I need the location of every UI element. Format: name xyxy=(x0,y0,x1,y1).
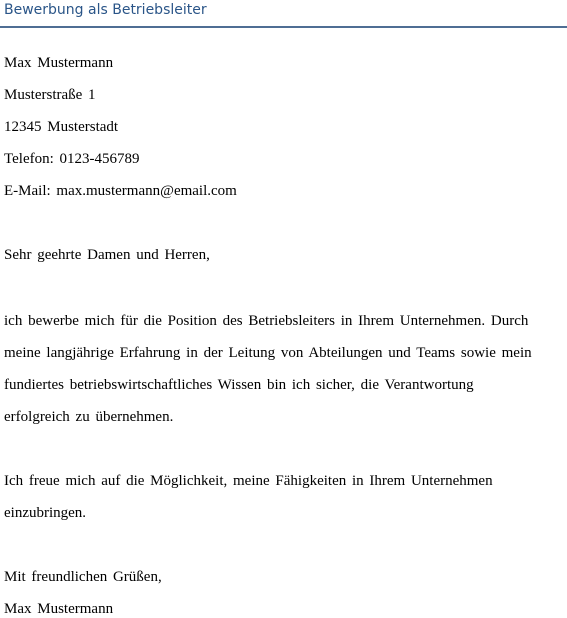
document-title: Bewerbung als Betriebsleiter xyxy=(4,2,207,18)
paragraph1-line: meine langjährige Erfahrung in der Leitung von Abteilungen und Teams sowie mein xyxy=(4,345,532,361)
closing: Mit freundlichen Grüßen, xyxy=(4,569,162,585)
sender-phone: Telefon: 0123-456789 xyxy=(4,151,140,167)
sender-email: E-Mail: max.mustermann@email.com xyxy=(4,183,237,199)
paragraph2-line: Ich freue mich auf die Möglichkeit, meine Fähigkeiten in Ihrem Unternehmen xyxy=(4,473,493,489)
title-divider xyxy=(0,26,567,28)
paragraph1-line: erfolgreich zu übernehmen. xyxy=(4,409,174,425)
sender-name: Max Mustermann xyxy=(4,55,114,71)
paragraph1-line: fundiertes betriebswirtschaftliches Wissen bin ich sicher, die Verantwortung xyxy=(4,377,474,393)
sender-city: 12345 Musterstadt xyxy=(4,119,119,135)
sender-street: Musterstraße 1 xyxy=(4,87,96,103)
paragraph1-line: ich bewerbe mich für die Position des Betriebsleiters in Ihrem Unternehmen. Durch xyxy=(4,313,529,329)
salutation: Sehr geehrte Damen und Herren, xyxy=(4,247,210,263)
signature: Max Mustermann xyxy=(4,601,114,617)
paragraph2-line: einzubringen. xyxy=(4,505,87,521)
